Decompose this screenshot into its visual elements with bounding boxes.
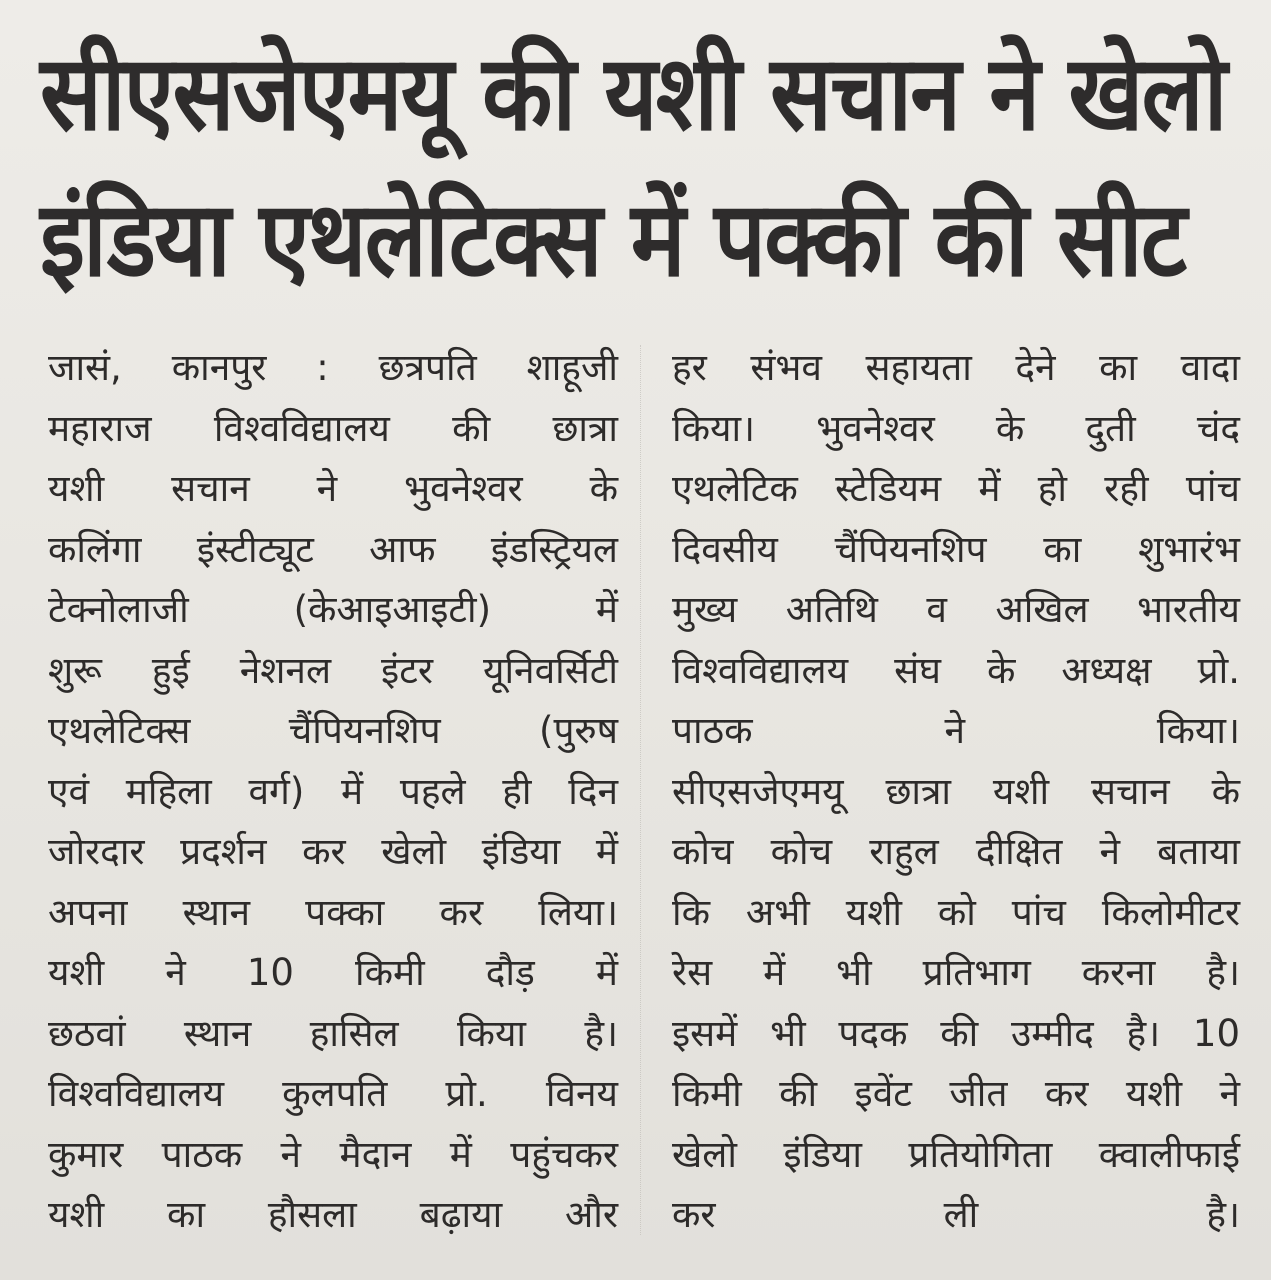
article-paragraph: जासं, कानपुर : छत्रपति शाहूजी महाराज विश्वविद्यालय की छात्रा यशी सचान ने भुवनेश्वर के कलिंगा इंस्टीट्यूट आफ इंडस्ट्रियल टेक्नोलाजी (केआइआइटी) में शुरू हुई नेशनल इंटर यूनिवर्सिटी एथलेटिक्स चैंपियनशिप (पुरुष एवं महिला वर्ग) में पहले ही दिन जोरदार प्रदर्शन कर खेलो इंडिया में अपना स्थान पक्का कर लिया। [48, 346, 618, 934]
article-column-right [672, 338, 1240, 1246]
column-divider [640, 345, 641, 1235]
headline [40, 20, 1250, 312]
headline-line-2: इंडिया एथलेटिक्स में पक्की की सीट [40, 178, 1186, 300]
article-paragraph: हर संभव सहायता देने का वादा किया। भुवनेश्वर के दुती चंद एथलेटिक स्टेडियम में हो रही पांच दिवसीय चैंपियनशिप का शुभारंभ मुख्य अतिथि व अखिल भारतीय विश्वविद्यालय संघ के अध्यक्ष प्रो. पाठक ने किया। [672, 346, 1240, 752]
article-column-left [48, 338, 618, 1246]
article-paragraph: यशी ने 10 किमी दौड़ में छठवां स्थान हासिल किया है। विश्वविद्यालय कुलपति प्रो. विनय कुमार पाठक ने मैदान में पहुंचकर यशी का हौसला बढ़ाया और [48, 951, 618, 1236]
headline-line-1: सीएसजेएमयू की यशी सचान ने खेलो [40, 32, 1226, 154]
article-paragraph: सीएसजेएमयू छात्रा यशी सचान के कोच कोच राहुल दीक्षित ने बताया कि अभी यशी को पांच किलोमीटर रेस में भी प्रतिभाग करना है। इसमें भी पदक की उम्मीद है। 10 किमी की इवेंट जीत कर यशी ने खेलो इंडिया प्रतियोगिता क्वालीफाई कर ली है। [672, 769, 1240, 1236]
